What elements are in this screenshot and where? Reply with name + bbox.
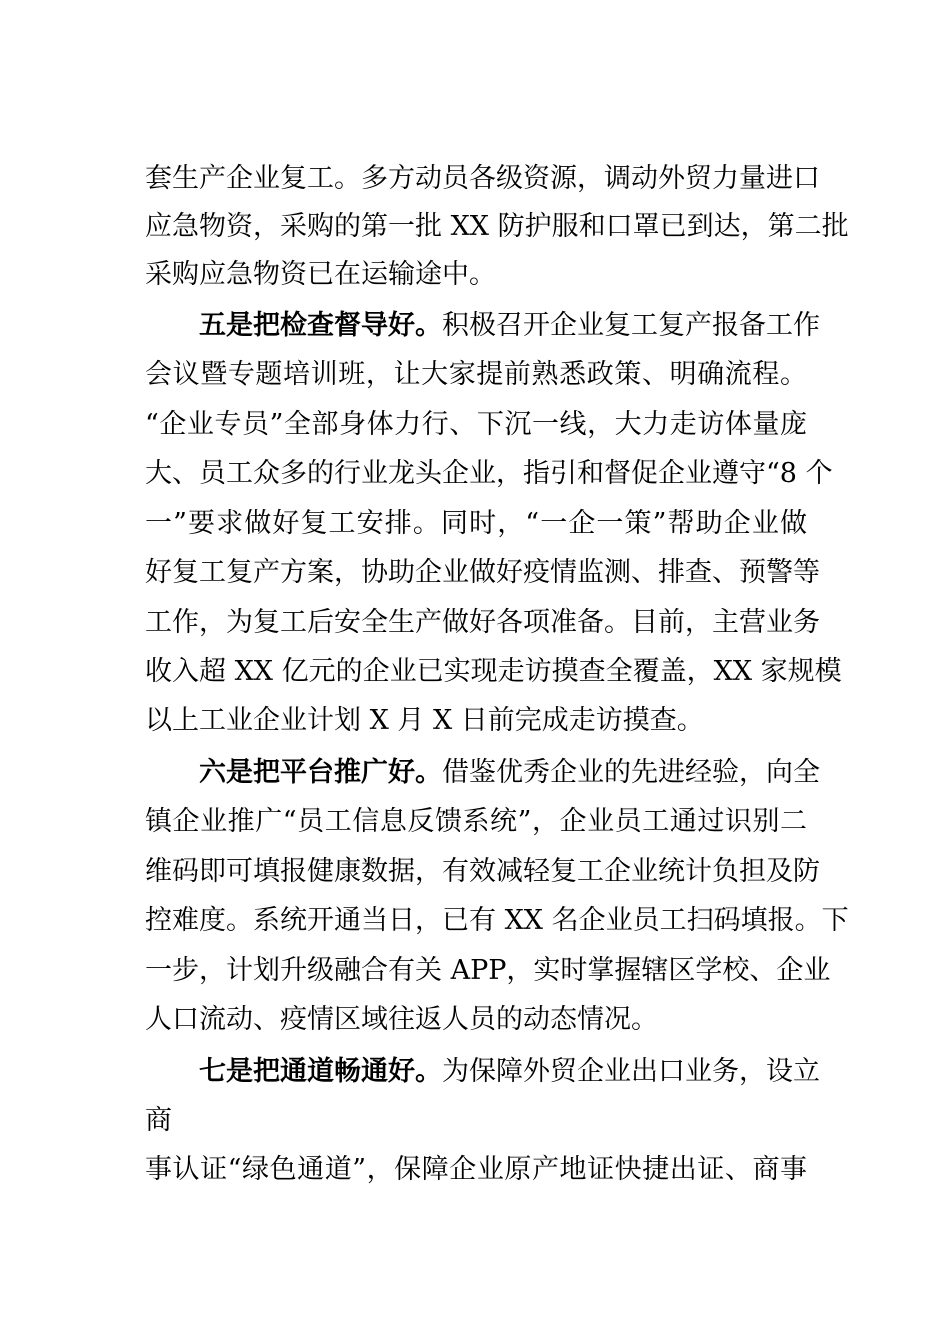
section-text: 借鉴优秀企业的先进经验，向全 xyxy=(442,757,820,788)
text-line: 镇企业推广“员工信息反馈系统”，企业员工通过识别二 xyxy=(145,806,807,837)
section-lead: 五是把检查督导好。 xyxy=(199,310,442,341)
text-line: 维码即可填报健康数据，有效减轻复工企业统计负担及防 xyxy=(145,856,820,887)
text-line: 采购应急物资已在运输途中。 xyxy=(145,259,496,290)
text-line: 工作，为复工后安全生产做好各项准备。目前，主营业务 xyxy=(145,607,820,638)
section-text: 积极召开企业复工复产报备工作 xyxy=(442,310,820,341)
text-line: 人口流动、疫情区域往返人员的动态情况。 xyxy=(145,1004,658,1035)
text-line: 控难度。系统开通当日，已有 XX 名企业员工扫码填报。下 xyxy=(145,905,849,936)
section-text: 为保障外贸企业出口业务，设立 xyxy=(442,1056,820,1087)
text-line: 事认证“绿色通道”，保障企业原产地证快捷出证、商事 xyxy=(145,1154,807,1185)
text-line: 大、员工众多的行业龙头企业，指引和督促企业遵守“8 个 xyxy=(145,458,833,489)
text-line: 以上工业企业计划 X 月 X 日前完成走访摸查。 xyxy=(145,705,704,736)
text-line: “企业专员”全部身体力行、下沉一线，大力走访体量庞 xyxy=(145,409,807,440)
text-line: 一”要求做好复工安排。同时，“一企一策”帮助企业做 xyxy=(145,508,807,539)
section-heading-line xyxy=(199,753,820,793)
section-lead: 六是把平台推广好。 xyxy=(199,757,442,788)
text-line: 收入超 XX 亿元的企业已实现走访摸查全覆盖，XX 家规模 xyxy=(145,656,842,687)
text-line: 商 xyxy=(145,1105,172,1136)
text-line: 会议暨专题培训班，让大家提前熟悉政策、明确流程。 xyxy=(145,359,807,390)
text-line: 应急物资，采购的第一批 XX 防护服和口罩已到达，第二批 xyxy=(145,211,849,242)
section-heading-line xyxy=(199,306,820,346)
text-line: 一步，计划升级融合有关 APP，实时掌握辖区学校、企业 xyxy=(145,955,831,986)
text-line: 好复工复产方案，协助企业做好疫情监测、排查、预警等 xyxy=(145,557,820,588)
section-lead: 七是把通道畅通好。 xyxy=(199,1056,442,1087)
section-heading-line xyxy=(199,1052,820,1092)
text-line: 套生产企业复工。多方动员各级资源，调动外贸力量进口 xyxy=(145,163,820,194)
